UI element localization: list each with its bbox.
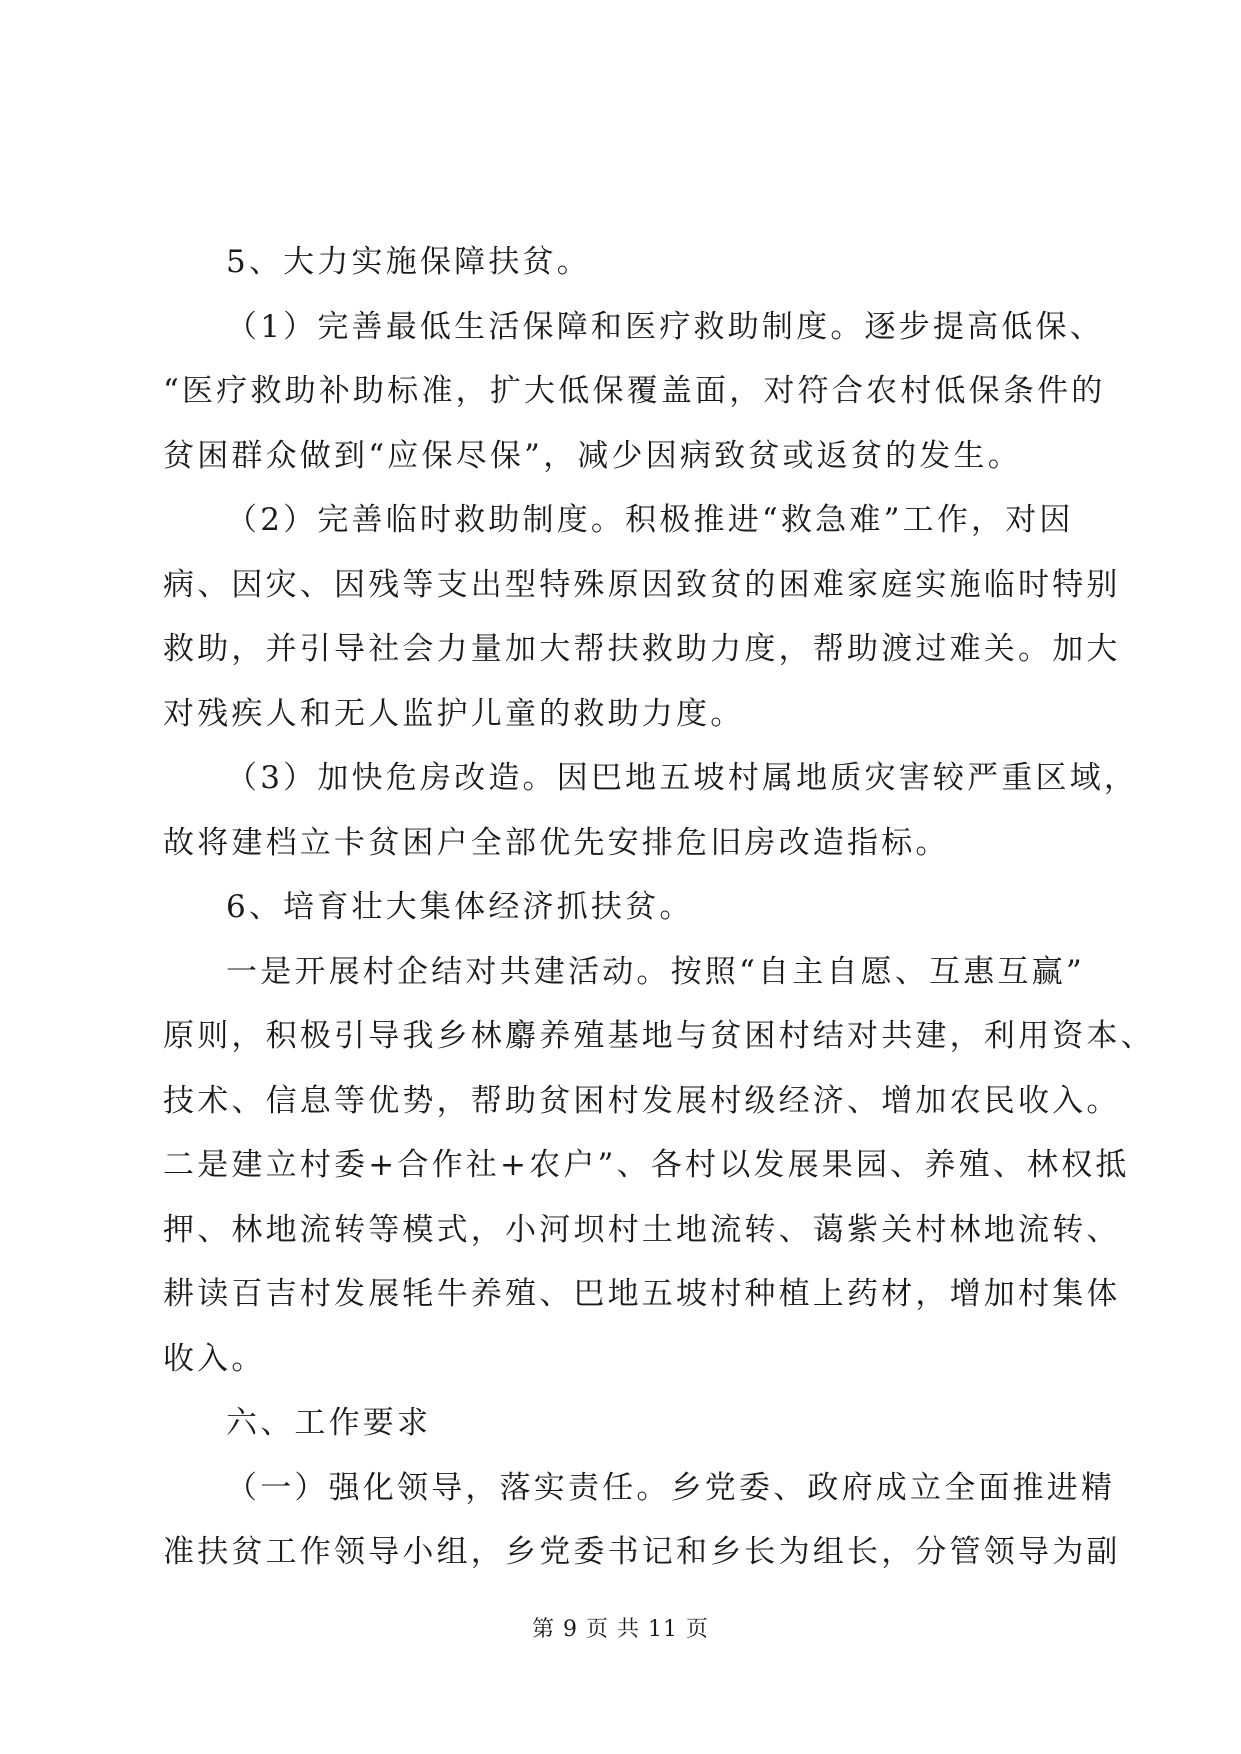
text-line: 5、大力实施保障扶贫。 — [226, 244, 591, 280]
text-line: 原则，积极引导我乡林麝养殖基地与贫困村结对共建，利用资本、 — [163, 1018, 1155, 1054]
page-number-footer: 第 9 页 共 11 页 — [532, 1617, 709, 1642]
text-line: 6、培育壮大集体经济抓扶贫。 — [226, 889, 694, 925]
text-line: 技术、信息等优势，帮助贫困村发展村级经济、增加农民收入。 — [163, 1082, 1121, 1119]
text-line: 对残疾人和无人监护儿童的救助力度。 — [163, 695, 745, 732]
text-line: 押、林地流转等模式，小河坝村土地流转、蔼紫关村林地流转、 — [163, 1211, 1121, 1248]
text-line: 一是开展村企结对共建活动。按照“自主自愿、互惠互赢” — [226, 953, 1085, 990]
text-line: （2）完善临时救助制度。积极推进“救急难”工作，对因 — [226, 502, 1074, 538]
document-body — [163, 230, 1155, 1585]
text-line: （3）加快危房改造。因巴地五坡村属地质灾害较严重区域， — [226, 760, 1139, 796]
section-heading: 六、工作要求 — [226, 1405, 432, 1441]
text-line: 耕读百吉村发展牦牛养殖、巴地五坡村种植上药材，增加村集体 — [163, 1276, 1121, 1312]
text-line: 故将建档立卡贫困户全部优先安排危旧房改造指标。 — [163, 824, 950, 861]
text-line: （1）完善最低生活保障和医疗救助制度。逐步提高低保、 — [226, 308, 1104, 345]
text-line: （一）强化领导，落实责任。乡党委、政府成立全面推进精 — [226, 1469, 1116, 1506]
text-line: “医疗救助补助标准，扩大低保覆盖面，对符合农村低保条件的 — [163, 373, 1106, 409]
text-line: 贫困群众做到“应保尽保”，减少因病致贫或返贫的发生。 — [163, 437, 1022, 474]
text-line: 收入。 — [163, 1340, 266, 1377]
text-line: 救助，并引导社会力量加大帮扶救助力度，帮助渡过难关。加大 — [163, 631, 1121, 667]
text-line: 准扶贫工作领导小组，乡党委书记和乡长为组长，分管领导为副 — [163, 1534, 1121, 1570]
text-line: 病、因灾、因残等支出型特殊原因致贫的困难家庭实施临时特别 — [163, 566, 1121, 603]
body-text — [163, 230, 1155, 1585]
text-line: 二是建立村委+合作社+农户”、各村以发展果园、养殖、林权抵 — [163, 1147, 1130, 1183]
